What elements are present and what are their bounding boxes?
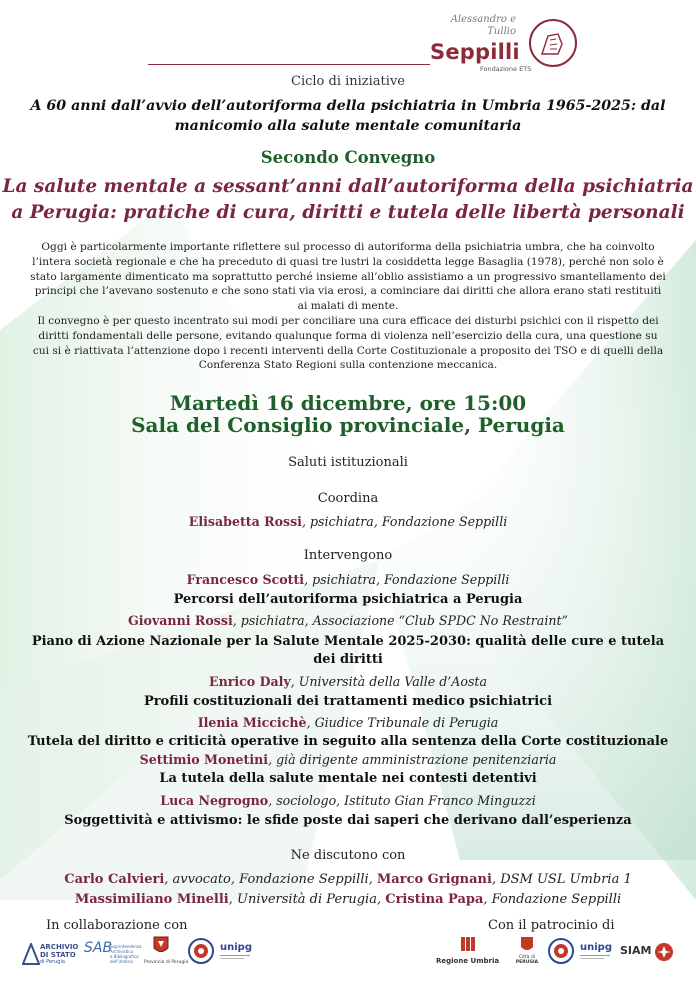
panelist-role: , Fondazione Seppilli — [483, 892, 622, 907]
description-line: Oggi è particolarmente importante riflettere sul processo di autoriforma della psichiatria umbra, che ha coinvolto — [41, 241, 655, 253]
speaker-role: , psichiatra, Associazione “Club SPDC No Restraint” — [232, 613, 568, 628]
description-line: Conferenza Stato Regioni sulla contenzione meccanica. — [198, 359, 498, 372]
speaker-entry — [0, 613, 696, 628]
panelist-role: , DSM USL Umbria 1 — [491, 872, 632, 887]
description-line: cui si è riattivata l’attenzione dopo i recenti interventi della Corte Costituzionale a proposito dei TSO e di quelli della — [32, 344, 664, 357]
event-title-line1: La salute mentale a sessant’anni dall’autoriforma della psichiatria — [2, 176, 694, 197]
speaker-name: Settimio Monetini — [139, 752, 269, 767]
speaker-role: , sociologo, Istituto Gian Franco Minguzzi — [268, 793, 536, 808]
speaker-role: , già dirigente amministrazione penitenziaria — [268, 752, 557, 767]
unipg-logo: unipg — [580, 942, 614, 966]
description-line: l’intera società regionale e che ha preceduto di quasi tre lustri la cosiddetta legge Basaglia (1978), perché non solo è — [32, 255, 664, 268]
speaker-entry — [0, 793, 696, 808]
speakers-label: Intervengono — [303, 548, 393, 563]
chair-name: Elisabetta Rossi — [188, 514, 302, 529]
speaker-role: , Università della Valle d’Aosta — [290, 674, 488, 689]
description — [26, 240, 670, 373]
header-divider — [148, 64, 430, 65]
panelist-name: Marco Grignani — [376, 872, 492, 887]
patronage-label: Con il patrocinio di — [488, 918, 615, 933]
event-when: Martedì 16 dicembre, ore 15:00 — [169, 391, 527, 415]
chair-entry — [0, 514, 696, 529]
series-title-line2: manicomio alla salute mentale comunitaria — [174, 118, 522, 134]
panelist-name: Carlo Calvieri — [64, 872, 165, 887]
logo-name-line1: Alessandro e — [450, 14, 516, 25]
panelist-name: Cristina Papa — [385, 892, 484, 907]
chair-label: Coordina — [317, 491, 379, 506]
speaker-entry — [0, 715, 696, 730]
logo-brand: Seppilli — [430, 40, 520, 64]
unipg-logo: unipg — [220, 942, 256, 966]
panelist-role: , Università di Perugia, — [228, 892, 386, 907]
panel-line — [0, 872, 696, 887]
description-line: principi che l’avevano sostenuto e che sono stati via via erosi, a cominciare dai diritti che allora erano stati restituiti — [34, 285, 662, 298]
event-datetime — [0, 392, 696, 436]
panelist-role: , avvocato, Fondazione Seppilli, — [164, 872, 377, 887]
unipg-seal-logo — [548, 938, 576, 966]
archivio-di-stato-logo: ARCHIVIO DI STATO di Perugia — [22, 940, 78, 970]
collaboration-label: In collaborazione con — [46, 918, 188, 933]
event-title-line2: a Perugia: pratiche di cura, diritti e tutela delle libertà personali — [11, 202, 685, 223]
description-line: ai malati di mente. — [297, 300, 399, 313]
description-line: diritti fondamentali delle persone, evitando qualunque forma di violenza nell’esercizio della cura, una questione su — [38, 329, 658, 342]
chair-role: , psichiatra, Fondazione Seppilli — [301, 514, 508, 529]
speaker-name: Francesco Scotti — [186, 572, 305, 587]
speaker-entry — [0, 572, 696, 587]
talk-title: Piano di Azione Nazionale per la Salute Mentale 2025-2030: qualità delle cure e tutela — [31, 634, 665, 649]
speaker-entry — [0, 674, 696, 689]
talk-title: Profili costituzionali dei trattamenti medico psichiatrici — [143, 694, 553, 709]
comune-perugia-logo: Città di PERUGIA — [512, 936, 542, 970]
speaker-role: , Giudice Tribunale di Perugia — [306, 715, 499, 730]
unipg-seal-logo — [188, 938, 216, 966]
logo-subtitle: Fondazione ETS — [480, 65, 532, 73]
seal-icon — [528, 18, 578, 68]
panel-line — [0, 892, 696, 907]
logo-name-line2: Tullio — [487, 26, 516, 37]
series-title-line1: A 60 anni dall’avvio dell’autoriforma della psichiatria in Umbria 1965-2025: dal — [30, 98, 666, 114]
event-title — [0, 174, 696, 226]
talk-title: dei diritti — [313, 652, 383, 667]
talk-title: La tutela della salute mentale nei contesti detentivi — [159, 771, 537, 786]
speaker-name: Ilenia Miccichè — [197, 715, 307, 730]
provincia-perugia-logo: Provincia di Perugia — [144, 936, 180, 970]
soprintendenza-logo: SAB Soprintendenza Archivistica e Bibliografica dell'Umbria — [84, 940, 142, 964]
panel-label: Ne discutono con — [290, 848, 406, 863]
speaker-role: , psichiatra, Fondazione Seppilli — [304, 572, 510, 587]
speaker-name: Giovanni Rossi — [128, 613, 233, 628]
series-label: Ciclo di iniziative — [291, 74, 405, 89]
siam-logo: SIAM — [620, 940, 676, 968]
series-title — [0, 96, 696, 136]
description-line: Il convegno è per questo incentrato sui modi per conciliare una cura efficace dei disturbi psichici con il rispetto dei — [37, 314, 659, 327]
event-where: Sala del Consiglio provinciale, Perugia — [131, 413, 565, 437]
greetings-label: Saluti istituzionali — [288, 455, 408, 470]
speaker-entry — [0, 752, 696, 767]
description-line: stato largamente dimenticato ma soprattutto perché insieme all’oblio assistiamo a un progressivo smantellamento dei — [30, 270, 666, 283]
speaker-name: Enrico Daly — [208, 674, 291, 689]
fondazione-seppilli-logo — [430, 14, 580, 76]
event-kind: Secondo Convegno — [260, 148, 436, 167]
talk-title: Percorsi dell’autoriforma psichiatrica a Perugia — [173, 592, 523, 607]
panelist-name: Massimiliano Minelli — [74, 892, 229, 907]
talk-title: Soggettività e attivismo: le sfide poste dai saperi che derivano dall’esperienza — [64, 813, 632, 828]
talk-title: Tutela del diritto e criticità operative in seguito alla sentenza della Corte costituzionale — [27, 734, 669, 749]
speaker-name: Luca Negrogno — [160, 793, 269, 808]
regione-umbria-logo: Regione Umbria — [436, 936, 502, 970]
